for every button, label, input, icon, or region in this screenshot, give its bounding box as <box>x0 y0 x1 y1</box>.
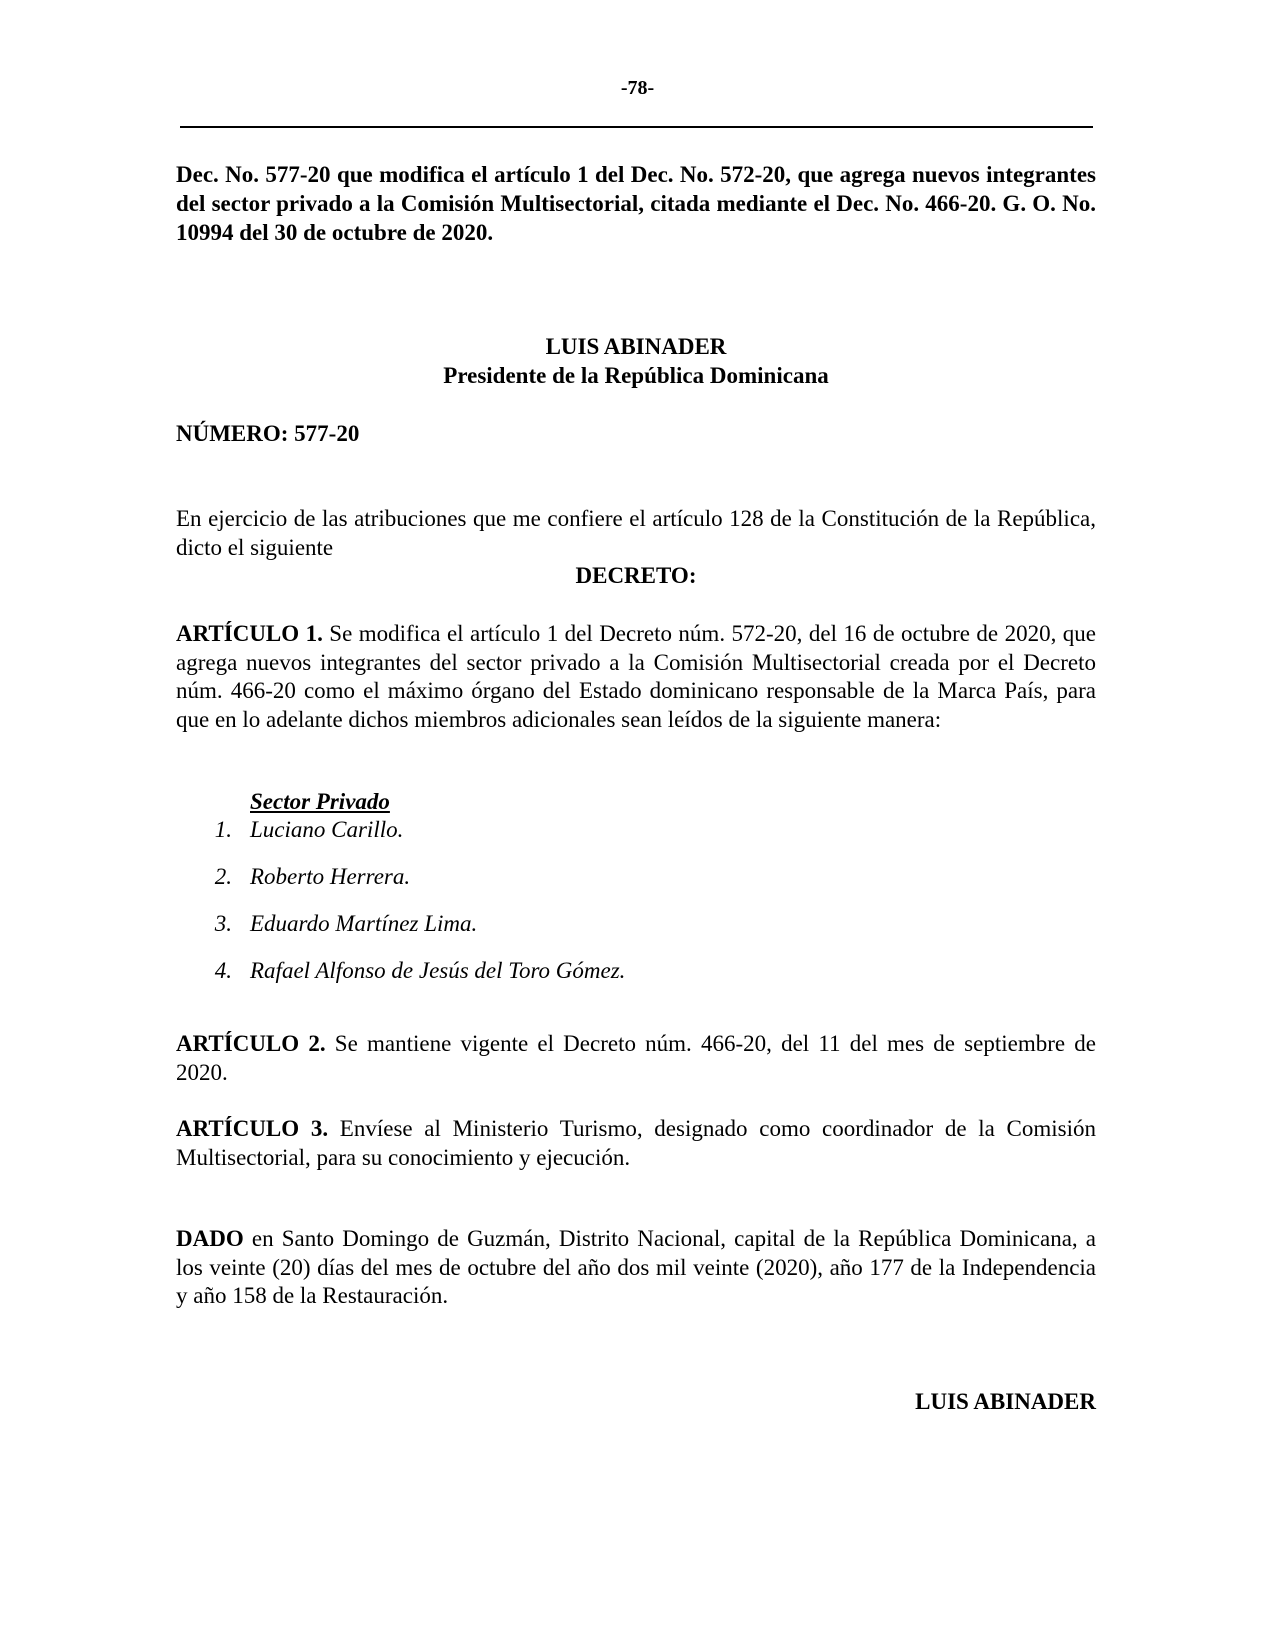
article-3-text: Envíese al Ministerio Turismo, designado como coordinador de la Comisión Multisectorial, para su conocimiento y ejecución. <box>176 1116 1097 1170</box>
list-item <box>176 910 1096 938</box>
article-2-text: Se mantiene vigente el Decreto núm. 466-20, del 11 del mes de septiembre de 2020. <box>176 1031 1096 1085</box>
article-1 <box>176 620 1096 734</box>
header-divider <box>180 126 1093 128</box>
article-2 <box>176 1030 1096 1087</box>
list-item-number: 3. <box>214 911 232 936</box>
article-3-label: ARTÍCULO 3. <box>176 1116 329 1141</box>
members-list <box>176 788 1096 1004</box>
decree-summary: Dec. No. 577-20 que modifica el artículo 1 del Dec. No. 572-20, que agrega nuevos integrantes del sector privado a la Comisión Multisectorial, citada mediante el Dec. No. 466-20. G. O. No. 10994 del 30 de octubre de 2020. <box>176 162 1096 245</box>
intro-paragraph: En ejercicio de las atribuciones que me confiere el artículo 128 de la Constitución de la República, dicto el siguiente <box>176 506 1096 560</box>
page-number: -78- <box>620 77 655 99</box>
article-3 <box>176 1115 1096 1172</box>
list-item-number: 4. <box>214 958 232 983</box>
president-block <box>176 332 1096 390</box>
article-1-text: Se modifica el artículo 1 del Decreto núm. 572-20, del 16 de octubre de 2020, que agrega nuevos integrantes del sector privado a la Comisión Multisectorial creada por el Decreto núm. 466-20 como el máximo órgano del Estado dominicano responsable de la Marca País, para que en lo adelante dichos miembros adicionales sean leídos de la siguiente manera: <box>176 621 1097 732</box>
president-title: Presidente de la República Dominicana <box>443 363 829 388</box>
article-1-label: ARTÍCULO 1. <box>176 621 323 646</box>
list-item <box>176 863 1096 891</box>
list-item-name: Roberto Herrera. <box>250 864 411 889</box>
president-name: LUIS ABINADER <box>545 334 727 359</box>
decree-heading: DECRETO: <box>575 563 697 588</box>
dado-paragraph <box>176 1225 1096 1311</box>
dado-label: DADO <box>176 1226 244 1251</box>
list-item-number: 2. <box>214 864 232 889</box>
signature: LUIS ABINADER <box>915 1389 1096 1414</box>
list-item-number: 1. <box>214 817 232 842</box>
list-item <box>176 816 1096 844</box>
article-2-label: ARTÍCULO 2. <box>176 1031 326 1056</box>
list-item <box>176 957 1096 985</box>
dado-text: en Santo Domingo de Guzmán, Distrito Nacional, capital de la República Dominicana, a los veinte (20) días del mes de octubre del año dos mil veinte (2020), año 177 de la Independencia y año 158 de la Restauración. <box>176 1226 1096 1308</box>
list-item-name: Luciano Carillo. <box>250 817 404 842</box>
list-item-name: Rafael Alfonso de Jesús del Toro Gómez. <box>250 958 626 983</box>
members-list-heading: Sector Privado <box>250 789 390 814</box>
decree-number: NÚMERO: 577-20 <box>176 421 360 446</box>
list-item-name: Eduardo Martínez Lima. <box>250 911 478 936</box>
